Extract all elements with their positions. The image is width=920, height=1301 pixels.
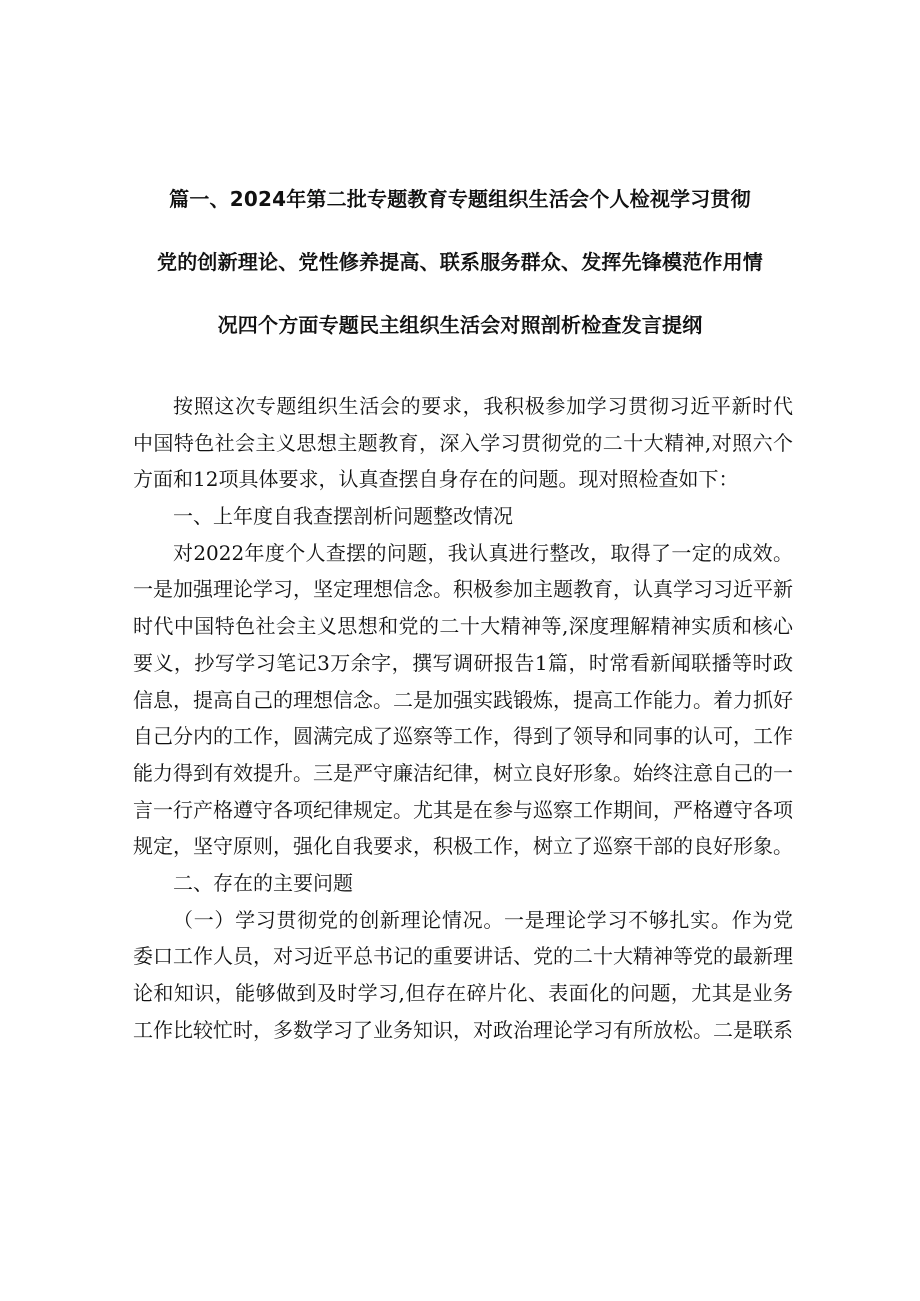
section-2-paragraph bbox=[133, 902, 793, 1049]
text-line: 论和知识，能够做到及时学习,但存在碎片化、表面化的问题，尤其是业务 bbox=[133, 981, 793, 1005]
text-line: 要义，抄写学习笔记3万余字，撰写调研报告1篇，时常看新闻联播等时政 bbox=[133, 650, 793, 675]
text-line: 言一行产格遵守各项纪律规定。尤其是在参与巡察工作期间，严格遵守各项 bbox=[133, 797, 793, 822]
text-line: 方面和12项具体要求，认真查摆自身存在的问题。现对照检查如下： bbox=[133, 467, 739, 492]
text-line: 委口工作人员，对习近平总书记的重要讲话、党的二十大精神等党的最新理 bbox=[133, 944, 793, 969]
section-heading-2: 二、存在的主要问题 bbox=[173, 870, 353, 895]
text-line: （一）学习贯彻党的创新理论情况。一是理论学习不够扎实。作为党 bbox=[173, 907, 793, 932]
title-line-3: 况四个方面专题民主组织生活会对照剖析检查发言提纲 bbox=[217, 313, 703, 337]
text-line: 中国特色社会主义思想主题教育，深入学习贯彻党的二十大精神,对照六个 bbox=[133, 430, 793, 455]
text-line: 规定，坚守原则，强化自我要求，积极工作，树立了巡察干部的良好形象。 bbox=[133, 834, 793, 859]
text-line: 工作比较忙时，多数学习了业务知识，对政治理论学习有所放松。二是联系 bbox=[133, 1017, 793, 1042]
text-line: 自己分内的工作，圆满完成了巡察等工作，得到了领导和同事的认可，工作 bbox=[133, 724, 793, 749]
section-heading-1: 一、上年度自我查摆剖析问题整改情况 bbox=[173, 504, 513, 529]
text-line: 能力得到有效提升。三是严守廉洁纪律，树立良好形象。始终注意自己的一 bbox=[133, 760, 793, 785]
text-line: 信息，提高自己的理想信念。二是加强实践锻炼，提高工作能力。着力抓好 bbox=[133, 687, 793, 712]
document-title bbox=[110, 168, 810, 357]
text-line: 时代中国特色社会主义思想和党的二十大精神等,深度理解精神实质和核心 bbox=[133, 614, 793, 639]
text-line: 对2022年度个人查摆的问题，我认真进行整改，取得了一定的成效。 bbox=[173, 540, 793, 565]
text-line: 一是加强理论学习，坚定理想信念。积极参加主题教育，认真学习习近平新 bbox=[133, 577, 793, 602]
title-line-2: 党的创新理论、党性修养提高、联系服务群众、发挥先锋模范作用情 bbox=[157, 250, 763, 274]
title-line-1: 篇一、2024年第二批专题教育专题组织生活会个人检视学习贯彻 bbox=[169, 187, 751, 211]
intro-paragraph bbox=[133, 388, 793, 498]
text-line: 按照这次专题组织生活会的要求，我积极参加学习贯彻习近平新时代 bbox=[173, 394, 793, 418]
section-1-paragraph bbox=[133, 535, 793, 865]
document-body bbox=[133, 388, 793, 1048]
